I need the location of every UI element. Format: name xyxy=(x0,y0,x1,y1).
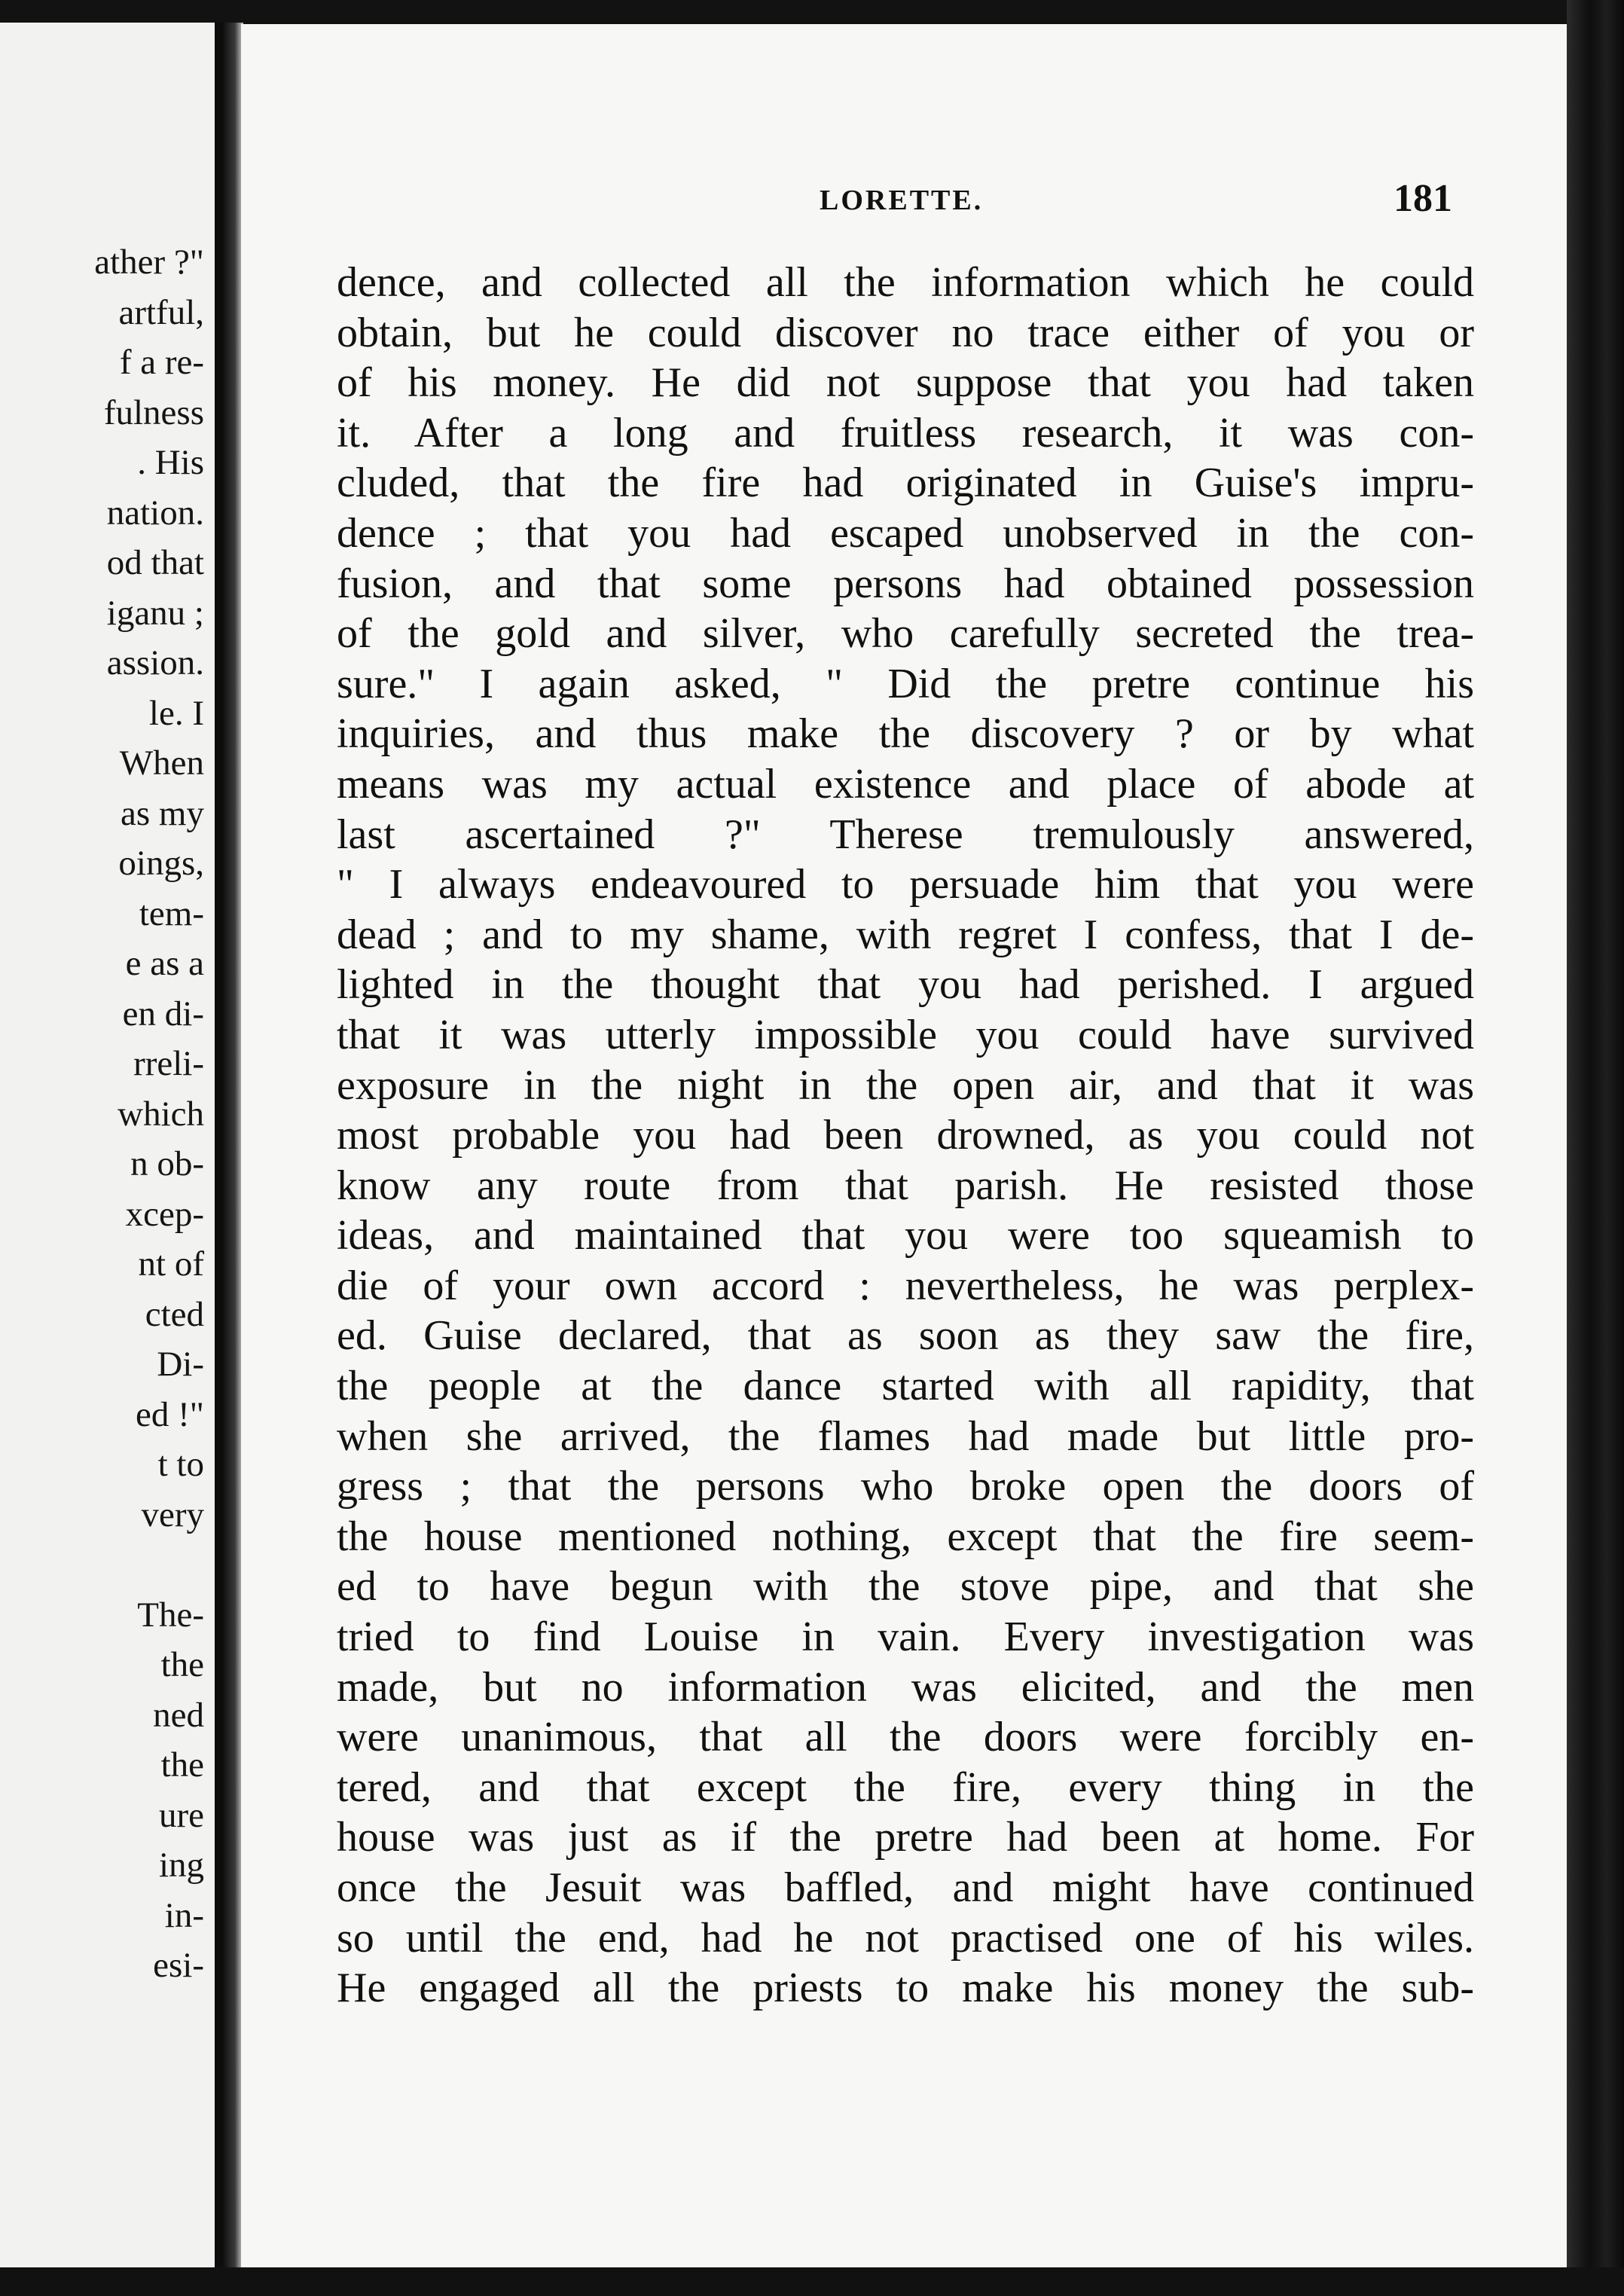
facing-text-fragment: as my xyxy=(121,793,204,833)
facing-text-fragment: esi- xyxy=(153,1946,204,1985)
facing-text-fragment: tem- xyxy=(139,893,204,933)
text-line: means was my actual existence and place of abode at xyxy=(337,760,1474,808)
text-line: lighted in the thought that you had perished. I argued xyxy=(337,961,1474,1009)
page-number: 181 xyxy=(1394,177,1452,220)
facing-text-fragment: t to xyxy=(157,1445,204,1484)
text-line: ideas, and maintained that you were too squeamish to xyxy=(337,1212,1474,1259)
text-line: cluded, that the fire had originated in Guise's impru- xyxy=(337,460,1474,507)
text-line: " I always endeavoured to persuade him that you were xyxy=(337,861,1474,908)
facing-text-fragment: iganu ; xyxy=(106,593,204,633)
facing-text-fragment: The- xyxy=(137,1595,204,1635)
facing-text-fragment: xcep- xyxy=(125,1194,204,1234)
facing-text-fragment: oings, xyxy=(118,844,204,883)
text-line: dence ; that you had escaped unobserved in the con- xyxy=(337,509,1474,557)
facing-text-fragment: ed !" xyxy=(136,1394,204,1434)
facing-text-fragment: When xyxy=(119,743,204,783)
book-gutter xyxy=(222,23,243,2275)
facing-text-fragment: nation. xyxy=(106,493,204,533)
facing-text-fragment: the xyxy=(160,1745,204,1785)
facing-text-fragment: ather ?" xyxy=(94,243,204,282)
facing-page-left xyxy=(0,23,222,2275)
facing-text-fragment: n ob- xyxy=(130,1144,204,1183)
facing-text-fragment: in- xyxy=(164,1895,204,1935)
text-line: ed to have begun with the stove pipe, and that she xyxy=(337,1563,1474,1611)
facing-text-fragment: en di- xyxy=(122,994,204,1034)
text-line: exposure in the night in the open air, and that it was xyxy=(337,1061,1474,1109)
facing-text-fragment: very xyxy=(141,1495,204,1534)
text-line: ed. Guise declared, that as soon as they saw the fire, xyxy=(337,1312,1474,1360)
facing-text-fragment: . His xyxy=(137,443,204,482)
facing-text-fragment: f a re- xyxy=(119,343,204,382)
facing-text-fragment: od that xyxy=(106,543,204,582)
book-edge-right xyxy=(1567,0,1624,2296)
page-181 xyxy=(241,24,1567,2276)
text-line: it. After a long and fruitless research, it was con- xyxy=(337,409,1474,456)
text-line: of his money. He did not suppose that you had taken xyxy=(337,359,1474,407)
running-header xyxy=(241,158,1567,218)
text-line: fusion, and that some persons had obtained possession xyxy=(337,560,1474,607)
facing-text-fragment: ned xyxy=(153,1695,204,1735)
text-line: know any route from that parish. He resisted those xyxy=(337,1162,1474,1209)
text-line: die of your own accord : nevertheless, he was perplex- xyxy=(337,1262,1474,1309)
text-line: made, but no information was elicited, and the men xyxy=(337,1663,1474,1711)
facing-text-fragment: assion. xyxy=(106,643,204,682)
facing-text-fragment: ing xyxy=(158,1846,204,1885)
text-line: were unanimous, that all the doors were forcibly en- xyxy=(337,1714,1474,1761)
facing-text-fragment: which xyxy=(118,1094,204,1134)
facing-text-fragment: ure xyxy=(158,1795,204,1835)
text-line: house was just as if the pretre had been at home. For xyxy=(337,1814,1474,1861)
book-edge-bottom xyxy=(0,2267,1624,2296)
text-line: the people at the dance started with all rapidity, that xyxy=(337,1363,1474,1410)
facing-text-fragment: Di- xyxy=(157,1345,204,1384)
text-line: that it was utterly impossible you could have survived xyxy=(337,1011,1474,1058)
text-line: the house mentioned nothing, except that the fire seem- xyxy=(337,1513,1474,1560)
facing-text-fragment xyxy=(0,1540,215,1590)
facing-text-fragment: e as a xyxy=(125,944,204,983)
text-line: last ascertained ?" Therese tremulously answered, xyxy=(337,811,1474,858)
facing-text-fragment: artful, xyxy=(118,292,204,332)
text-line: tried to find Louise in vain. Every investigation was xyxy=(337,1614,1474,1661)
facing-text-fragment: the xyxy=(160,1645,204,1684)
text-line: most probable you had been drowned, as you could not xyxy=(337,1112,1474,1159)
text-line: inquiries, and thus make the discovery ? or by what xyxy=(337,710,1474,758)
text-line: sure." I again asked, " Did the pretre continue his xyxy=(337,660,1474,707)
facing-text-fragment: cted xyxy=(145,1294,204,1334)
running-title: LORETTE. xyxy=(820,185,984,216)
text-line: so until the end, had he not practised one of his wiles. xyxy=(337,1914,1474,1962)
text-line: dead ; and to my shame, with regret I confess, that I de- xyxy=(337,911,1474,958)
text-line: tered, and that except the fire, every thing in the xyxy=(337,1763,1474,1811)
text-line: once the Jesuit was baffled, and might have continued xyxy=(337,1864,1474,1911)
text-line: dence, and collected all the information which he could xyxy=(337,259,1474,306)
facing-page-text xyxy=(0,237,215,1991)
facing-text-fragment: fulness xyxy=(103,392,204,432)
text-line: of the gold and silver, who carefully secreted the trea- xyxy=(337,610,1474,658)
text-line: when she arrived, the flames had made but little pro- xyxy=(337,1412,1474,1460)
facing-text-fragment: nt of xyxy=(138,1244,204,1284)
text-line: He engaged all the priests to make his money the sub- xyxy=(337,1965,1474,2012)
facing-text-fragment: rreli- xyxy=(133,1044,204,1083)
body-text xyxy=(337,258,1474,2014)
facing-text-fragment: le. I xyxy=(148,693,204,733)
text-line: obtain, but he could discover no trace either of you or xyxy=(337,309,1474,356)
text-line: gress ; that the persons who broke open the doors of xyxy=(337,1463,1474,1510)
